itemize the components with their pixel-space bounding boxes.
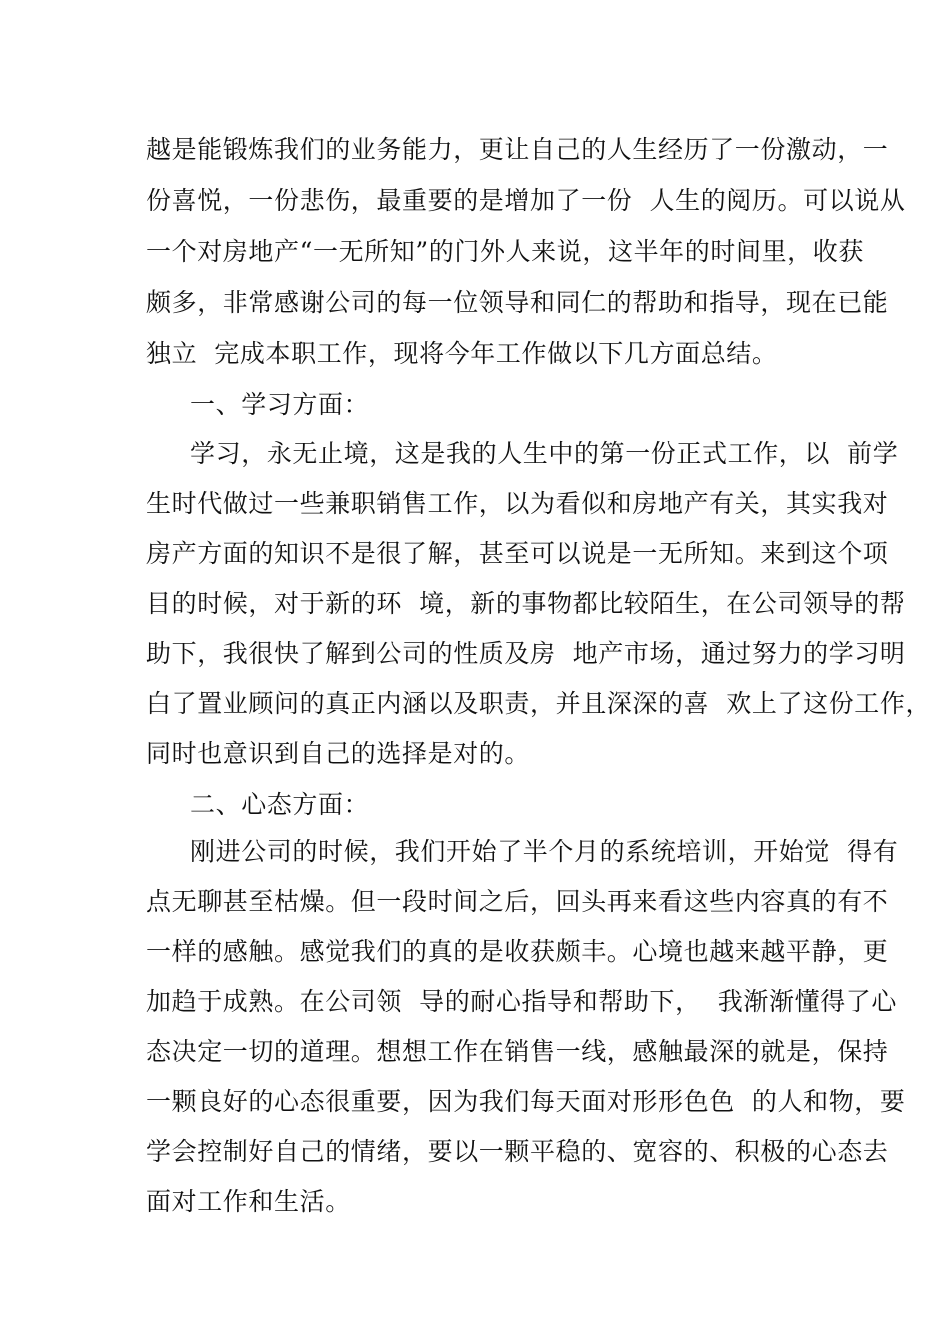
text-line: 同时也意识到自己的选择是对的。 (146, 739, 531, 768)
text-line: 刚进公司的时候，我们开始了半个月的系统培训，开始觉 得有 (190, 837, 899, 866)
text-line: 房产方面的知识不是很了解，甚至可以说是一无所知。来到这个项 (146, 539, 889, 568)
text-line: 学会控制好自己的情绪，要以一颗平稳的、宽容的、积极的心态去 (146, 1137, 889, 1166)
text-line: 态决定一切的道理。想想工作在销售一线，感触最深的就是，保持 (146, 1037, 889, 1066)
section-heading: 二、心态方面： (190, 790, 370, 819)
text-line: 加趋于成熟。在公司领 导的耐心指导和帮助下， 我渐渐懂得了心 (146, 987, 897, 1016)
text-line: 白了置业顾问的真正内涵以及职责，并且深深的喜 欢上了这份工作， (146, 689, 932, 718)
text-line: 越是能锻炼我们的业务能力，更让自己的人生经历了一份激动，一 (146, 135, 889, 164)
text-line: 助下，我很快了解到公司的性质及房 地产市场，通过努力的学习明 (146, 639, 906, 668)
section-heading: 一、学习方面： (190, 390, 370, 419)
text-line: 目的时候，对于新的环 境，新的事物都比较陌生，在公司领导的帮 (146, 589, 906, 618)
text-line: 生时代做过一些兼职销售工作，以为看似和房地产有关，其实我对 (146, 489, 889, 518)
text-line: 一颗良好的心态很重要，因为我们每天面对形形色色 的人和物，要 (146, 1087, 906, 1116)
text-line: 份喜悦，一份悲伤，最重要的是增加了一份 人生的阅历。可以说从 (146, 186, 906, 215)
text-line: 一个对房地产“一无所知”的门外人来说，这半年的时间里，收获 (146, 237, 864, 266)
text-line: 面对工作和生活。 (146, 1187, 351, 1216)
text-line: 学习，永无止境，这是我的人生中的第一份正式工作，以 前学 (190, 439, 899, 468)
text-line: 点无聊甚至枯燥。但一段时间之后，回头再来看这些内容真的有不 (146, 887, 889, 916)
text-line: 一样的感触。感觉我们的真的是收获颇丰。心境也越来越平静，更 (146, 937, 889, 966)
text-line: 颇多，非常感谢公司的每一位领导和同仁的帮助和指导，现在已能 (146, 288, 889, 317)
text-line: 独立 完成本职工作，现将今年工作做以下几方面总结。 (146, 339, 778, 368)
